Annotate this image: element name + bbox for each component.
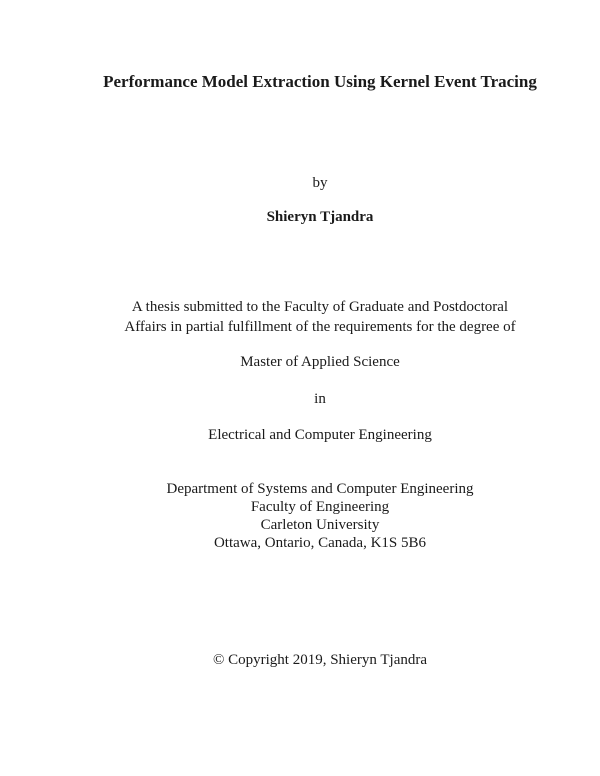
copyright-notice: © Copyright 2019, Shieryn Tjandra	[212, 652, 427, 668]
statement-line-2: Affairs in partial fulfillment of the requirements for the degree of	[124, 319, 516, 335]
statement-line-1: A thesis submitted to the Faculty of Graduate and Postdoctoral	[131, 299, 509, 315]
degree-name: Master of Applied Science	[240, 354, 400, 370]
author-name: Shieryn Tjandra	[266, 209, 374, 225]
field-of-study: Electrical and Computer Engineering	[208, 427, 432, 443]
university-location: Ottawa, Ontario, Canada, K1S 5B6	[213, 535, 427, 551]
by-label: by	[312, 175, 328, 191]
thesis-title: Performance Model Extraction Using Kernel Event Tracing	[103, 72, 537, 91]
university-name: Carleton University	[260, 517, 380, 533]
in-label: in	[314, 391, 326, 407]
faculty-name: Faculty of Engineering	[250, 499, 390, 515]
department-name: Department of Systems and Computer Engineering	[166, 481, 474, 497]
